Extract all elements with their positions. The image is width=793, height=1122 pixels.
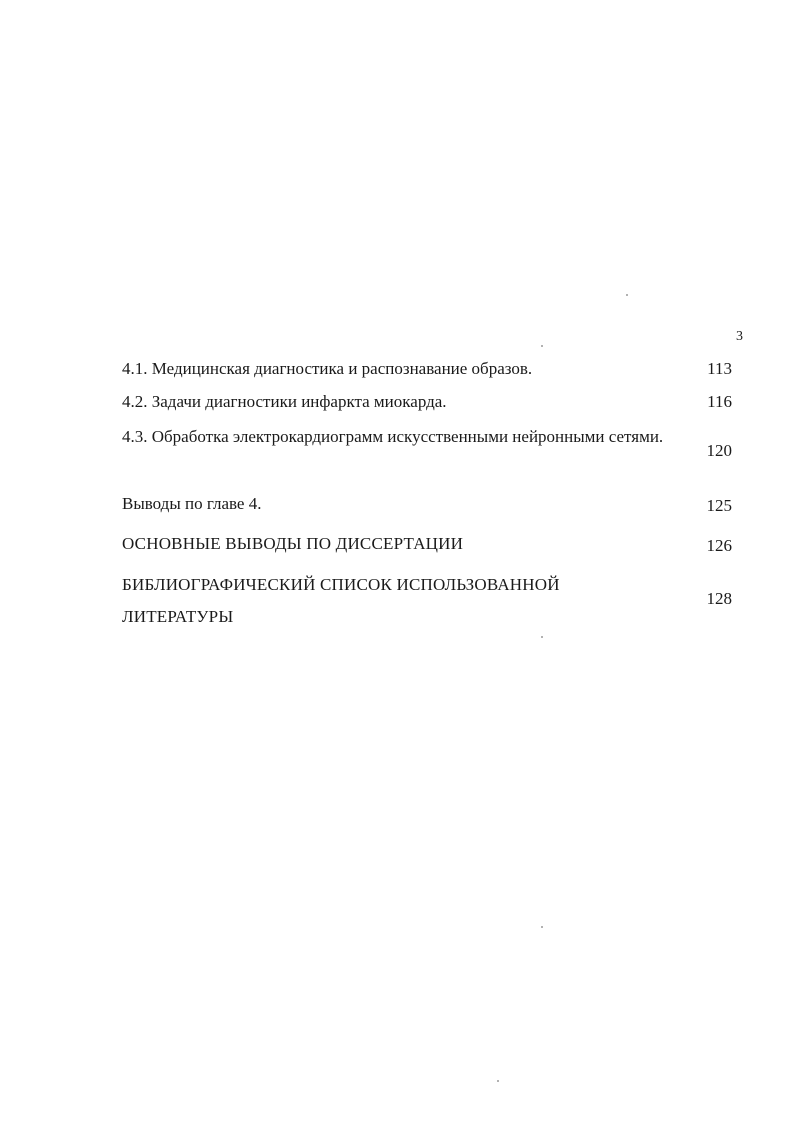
toc-entry-page: 113 (707, 359, 732, 378)
scan-speck (541, 926, 543, 928)
toc-entry-4-3[interactable] (122, 421, 742, 485)
toc-entry-title: 4.1. Медицинская диагностика и распознавание образов. (122, 359, 533, 378)
toc-entry-4-2[interactable] (122, 388, 742, 421)
toc-entry-title: 4.3. Обработка электрокардиограмм искусственными нейронными сетями. (122, 427, 664, 446)
toc-entry-bibliography[interactable] (122, 569, 742, 633)
toc-entry-page: 128 (706, 589, 732, 608)
scan-speck (541, 636, 543, 638)
toc-entry-page: 126 (706, 536, 732, 555)
toc-entry-title: 4.2. Задачи диагностики инфаркта миокарда. (122, 392, 447, 411)
table-of-contents (122, 355, 742, 633)
scan-speck (497, 1080, 499, 1082)
toc-entry-page: 125 (706, 496, 732, 515)
toc-entry-title: Выводы по главе 4. (122, 494, 262, 513)
toc-entry-title: БИБЛИОГРАФИЧЕСКИЙ СПИСОК ИСПОЛЬЗОВАННОЙ ЛИТЕРАТУРЫ (122, 575, 560, 626)
page-number: 3 (736, 329, 743, 344)
toc-entry-main-conclusions[interactable] (122, 527, 742, 567)
scan-speck (541, 345, 543, 347)
toc-entry-page: 120 (706, 441, 732, 460)
scan-speck (626, 294, 628, 296)
toc-entry-page: 116 (707, 392, 732, 411)
toc-entry-4-1[interactable] (122, 355, 742, 388)
toc-entry-title: ОСНОВНЫЕ ВЫВОДЫ ПО ДИССЕРТАЦИИ (122, 534, 464, 553)
toc-entry-chapter-4-conclusions[interactable] (122, 489, 742, 525)
